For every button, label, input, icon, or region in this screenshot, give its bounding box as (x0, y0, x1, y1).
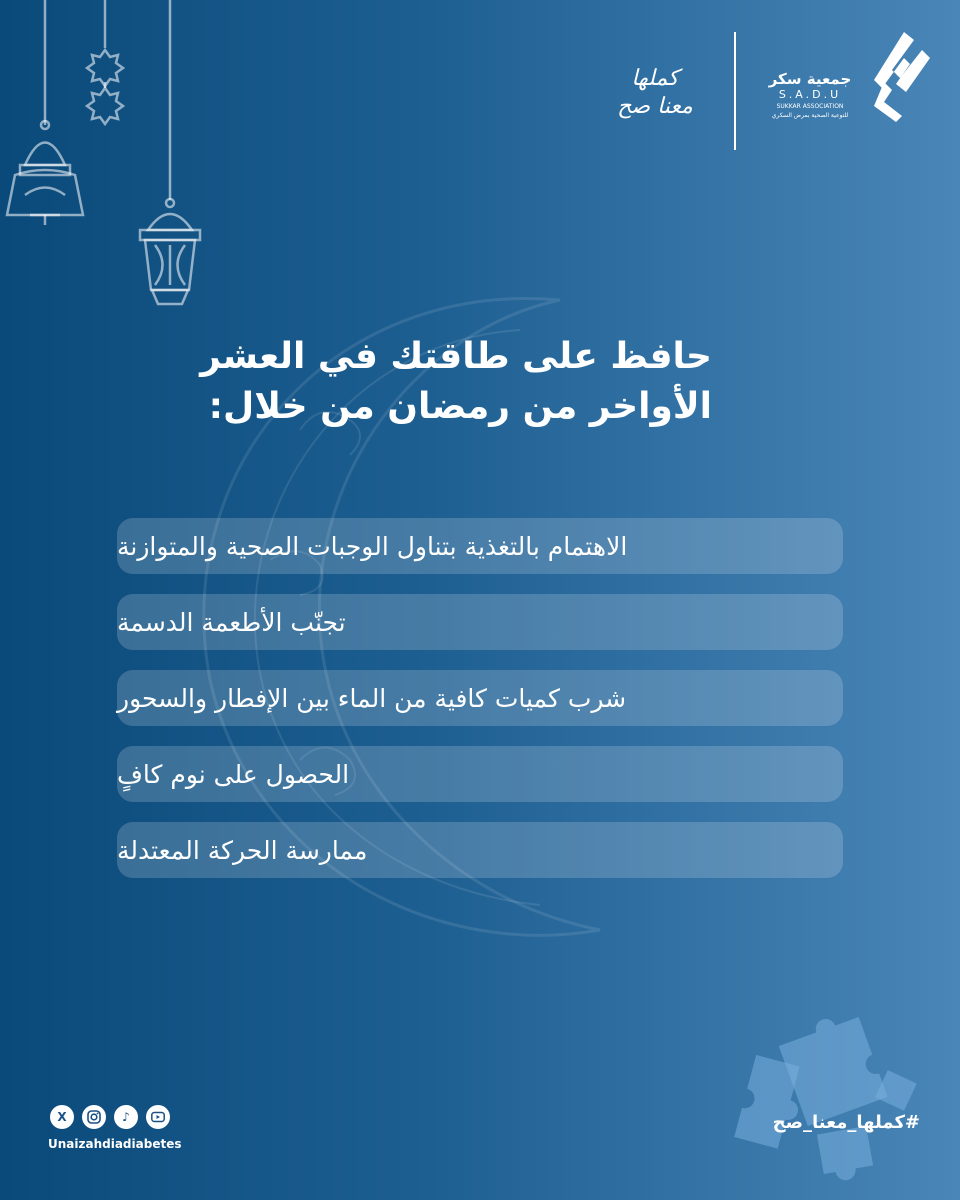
puzzle-pieces-decoration (734, 1008, 917, 1184)
lantern-right-icon (140, 0, 200, 304)
sadu-wordmark (760, 70, 860, 120)
instagram-icon[interactable] (82, 1105, 106, 1129)
social-footer (48, 1105, 188, 1151)
tip-item (117, 670, 843, 726)
logo-divider (734, 32, 736, 150)
social-icons (48, 1105, 188, 1129)
page-title (160, 332, 712, 432)
tip-text: تجنّب الأطعمة الدسمة (117, 607, 346, 637)
campaign-logo (600, 65, 710, 121)
title-line-2: الأواخر من رمضان من خلال: (208, 386, 712, 427)
tip-text: الحصول على نوم كافٍ (117, 759, 350, 789)
title-line-1: حافظ على طاقتك في العشر (200, 336, 712, 377)
youtube-icon[interactable] (146, 1105, 170, 1129)
tip-item (117, 518, 843, 574)
tip-text: شرب كميات كافية من الماء بين الإفطار والسحور (117, 683, 627, 713)
sadu-abbrev: S.A.D.U (778, 88, 842, 101)
campaign-logo-line2: معنا صح (617, 94, 693, 119)
hashtag-text: #كملها_معنا_صح (772, 1112, 920, 1133)
tips-list (117, 518, 843, 898)
sadu-tagline: للتوعية الصحية بمرض السكري (771, 112, 849, 119)
star-ornament-icon (87, 0, 123, 124)
social-handle[interactable]: Unaizahdiadiabetes (48, 1137, 182, 1151)
tip-text: ممارسة الحركة المعتدلة (117, 835, 368, 865)
lantern-left-icon (7, 0, 83, 225)
header-logos (600, 30, 930, 160)
sadu-logo-icon (874, 32, 930, 122)
sadu-name-ar: جمعية سكر (768, 70, 852, 88)
tip-text: الاهتمام بالتغذية بتناول الوجبات الصحية والمتوازنة (117, 531, 628, 561)
tip-item (117, 822, 843, 878)
tip-item (117, 594, 843, 650)
campaign-logo-line1: كملها (631, 66, 679, 91)
x-icon[interactable]: X (50, 1105, 74, 1129)
tiktok-icon[interactable]: ♪ (114, 1105, 138, 1129)
tip-item (117, 746, 843, 802)
campaign-hashtag (720, 1112, 920, 1133)
sadu-name-en: SUKKAR ASSOCIATION (776, 103, 844, 110)
